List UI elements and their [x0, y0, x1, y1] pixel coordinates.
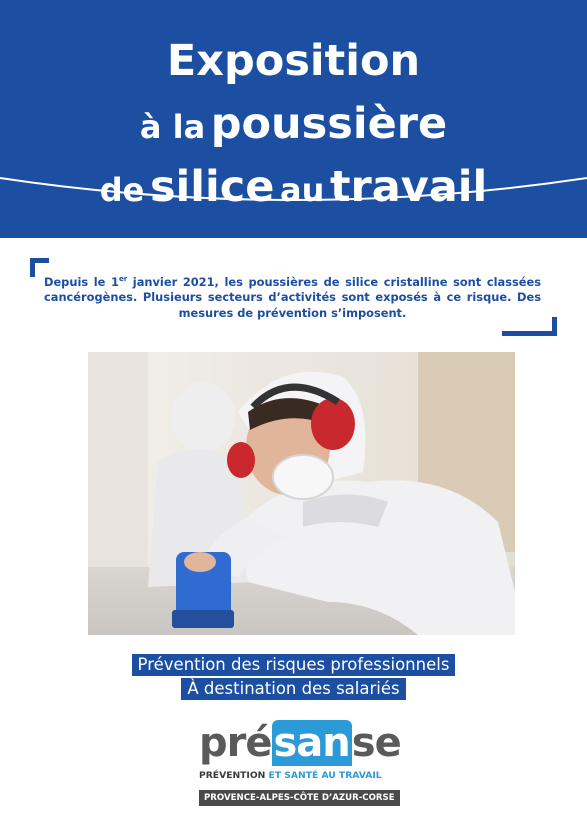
title-word-poussiere: poussière: [210, 99, 448, 149]
title-word-silice: silice: [149, 162, 275, 212]
logo-se: se: [351, 720, 401, 766]
subtitle-line-2-text: À destination des salariés: [181, 678, 405, 700]
intro-text: [44, 272, 541, 321]
worker-sanding-floor-photo: [88, 352, 515, 635]
title-word-au: au: [279, 171, 325, 209]
logo-tagline: [199, 770, 382, 781]
title-word-a-la: à la: [139, 108, 206, 146]
cover-header: [0, 0, 587, 238]
intro-text-part1: Depuis le 1: [44, 274, 119, 289]
title-line-1: Exposition: [166, 36, 421, 86]
title-word-de: de: [99, 171, 145, 209]
title-word-travail: travail: [329, 162, 488, 212]
tagline-part-a: PRÉVENTION: [199, 770, 269, 781]
subtitle-line-1: [0, 655, 587, 674]
subtitle-line-2: [0, 679, 587, 698]
intro-text-part2: janvier 2021, les poussières de silice cristalline sont classées cancérogènes. Plusieurs secteurs d’activités sont exposés à ce risque. Des mesures de prévention s’imposent.: [44, 274, 541, 320]
page-title: [0, 34, 587, 223]
logo-san: san: [273, 720, 350, 766]
region-badge: PROVENCE-ALPES-CÔTE D’AZUR-CORSE: [199, 790, 400, 806]
subtitle-line-1-text: Prévention des risques professionnels: [132, 654, 456, 676]
photo-illustration: [88, 352, 515, 635]
intro-box: [30, 258, 557, 336]
logo-wordmark: [199, 720, 401, 772]
presanse-logo: [195, 718, 405, 828]
intro-text-sup: er: [118, 275, 128, 283]
tagline-part-b: ET SANTÉ AU TRAVAIL: [268, 770, 382, 781]
logo-pre: pré: [199, 720, 272, 766]
